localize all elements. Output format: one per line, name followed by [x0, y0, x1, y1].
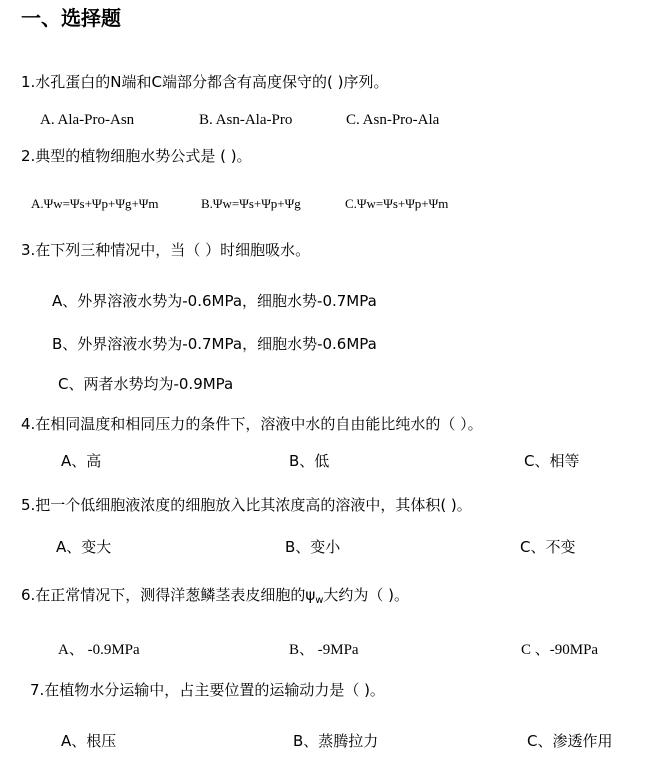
question-6-option-b: B、 -9MPa — [289, 642, 359, 658]
question-6-stem — [21, 585, 409, 611]
question-6-stem-text-end: 大约为（ )。 — [323, 586, 410, 604]
question-3-option-b: B、外界溶液水势为-0.7MPa，细胞水势-0.6MPa — [52, 335, 377, 353]
question-3-stem: 3.在下列三种情况中，当（ ）时细胞吸水。 — [21, 241, 311, 259]
question-2-option-b: B.Ψw=Ψs+Ψp+Ψg — [201, 196, 301, 211]
question-4-option-b: B、低 — [289, 452, 330, 470]
section-title: 一、选择题 — [21, 6, 121, 30]
question-6-option-a: A、 -0.9MPa — [58, 642, 140, 658]
question-7-option-b: B、蒸腾拉力 — [293, 732, 379, 750]
question-3-option-a: A、外界溶液水势为-0.6MPa，细胞水势-0.7MPa — [52, 292, 377, 310]
question-5-option-a: A、变大 — [56, 538, 112, 556]
question-6-stem-subscript: w — [315, 595, 324, 606]
question-7-option-a: A、根压 — [61, 732, 117, 750]
question-2-option-a: A.Ψw=Ψs+Ψp+Ψg+Ψm — [31, 196, 159, 211]
question-2-option-c: C.Ψw=Ψs+Ψp+Ψm — [345, 196, 449, 211]
question-7-option-c: C、渗透作用 — [527, 732, 613, 750]
question-5-stem: 5.把一个低细胞液浓度的细胞放入比其浓度高的溶液中，其体积( )。 — [21, 496, 472, 514]
question-6-option-c: C 、-90MPa — [521, 642, 599, 658]
question-4-option-c: C、相等 — [524, 452, 580, 470]
question-1-stem: 1.水孔蛋白的N端和C端部分都含有高度保守的( )序列。 — [21, 73, 389, 91]
question-1-option-c: C. Asn-Pro-Ala — [346, 112, 440, 128]
question-5-option-c: C、不变 — [520, 538, 576, 556]
question-1-option-a: A. Ala-Pro-Asn — [40, 112, 135, 128]
question-4-option-a: A、高 — [61, 452, 102, 470]
question-7-stem: 7.在植物水分运输中，占主要位置的运输动力是（ )。 — [30, 681, 385, 699]
question-2-stem: 2.典型的植物细胞水势公式是 ( )。 — [21, 147, 252, 165]
question-1-option-b: B. Asn-Ala-Pro — [199, 112, 293, 128]
question-6-stem-text: 6.在正常情况下，测得洋葱鳞茎表皮细胞的ψ — [21, 586, 316, 604]
question-3-option-c: C、两者水势均为-0.9MPa — [58, 375, 234, 393]
question-5-option-b: B、变小 — [285, 538, 341, 556]
question-4-stem: 4.在相同温度和相同压力的条件下，溶液中水的自由能比纯水的（ ）。 — [21, 415, 483, 433]
